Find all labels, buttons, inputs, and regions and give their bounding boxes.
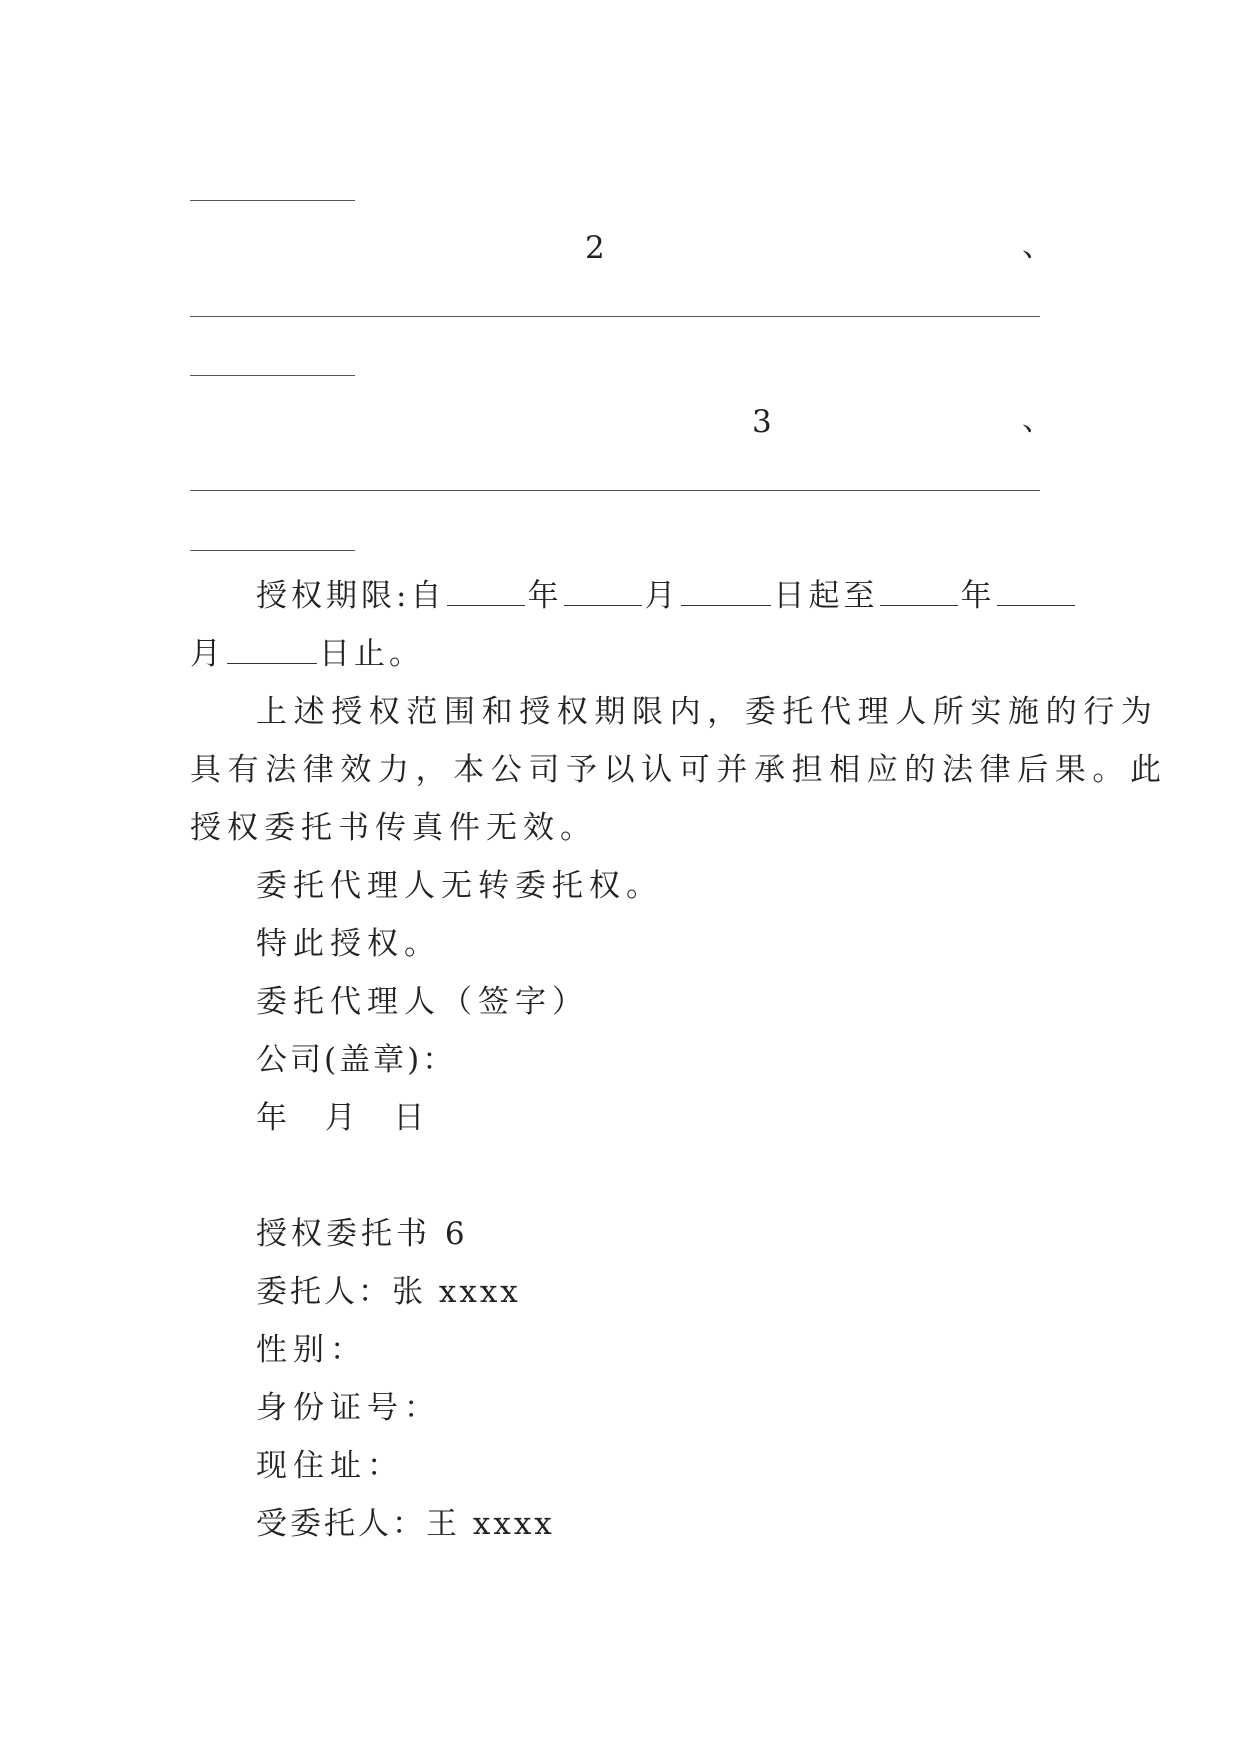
section-title: 授权委托书 6 [256, 1216, 469, 1252]
item-mark: 、 [1022, 402, 1053, 438]
gender-field: 性别： [256, 1332, 367, 1368]
blank-line [190, 490, 1040, 491]
term-year2: 年 [960, 578, 996, 614]
term-line [256, 576, 1077, 616]
blank-day-start [681, 579, 771, 606]
date-label: 年 月 日 [256, 1100, 431, 1136]
item-number: 2 [585, 230, 605, 266]
item-mark: 、 [1022, 228, 1053, 264]
company-seal-label: 公司(盖章)： [256, 1042, 457, 1078]
blank-line [190, 316, 1040, 317]
paragraph-hereby: 特此授权。 [256, 926, 441, 962]
blank-day-end [227, 637, 317, 664]
paragraph-effect-line: 上述授权范围和授权期限内，委托代理人所实施的行为 [256, 694, 1159, 730]
blank-line [190, 200, 355, 201]
principal-field: 委托人：张 xxxx [256, 1274, 521, 1310]
blank-line [190, 375, 355, 376]
address-field: 现住址： [256, 1448, 404, 1484]
paragraph-effect-line: 授权委托书传真件无效。 [190, 810, 597, 846]
term-day1: 日起至 [773, 578, 879, 614]
term-label: 授权期限: [256, 578, 411, 614]
agent-signature-label: 委托代理人（签字） [256, 984, 589, 1020]
term-month2: 月 [190, 636, 225, 672]
blank-line [190, 550, 355, 551]
paragraph-no-subdelegation: 委托代理人无转委托权。 [256, 868, 663, 904]
blank-month-end [997, 579, 1075, 606]
term-day2: 日止。 [319, 636, 424, 672]
blank-year-start [447, 579, 525, 606]
blank-month-start [564, 579, 642, 606]
term-month1: 月 [644, 578, 680, 614]
term-from: 自 [410, 578, 446, 614]
term-year1: 年 [527, 578, 563, 614]
agent-field: 受委托人：王 xxxx [256, 1506, 555, 1542]
id-number-field: 身份证号： [256, 1390, 441, 1426]
blank-year-end [880, 579, 958, 606]
item-number: 3 [752, 404, 772, 440]
term-line-2 [190, 634, 424, 674]
paragraph-effect-line: 具有法律效力，本公司予以认可并承担相应的法律后果。此 [190, 752, 1168, 788]
